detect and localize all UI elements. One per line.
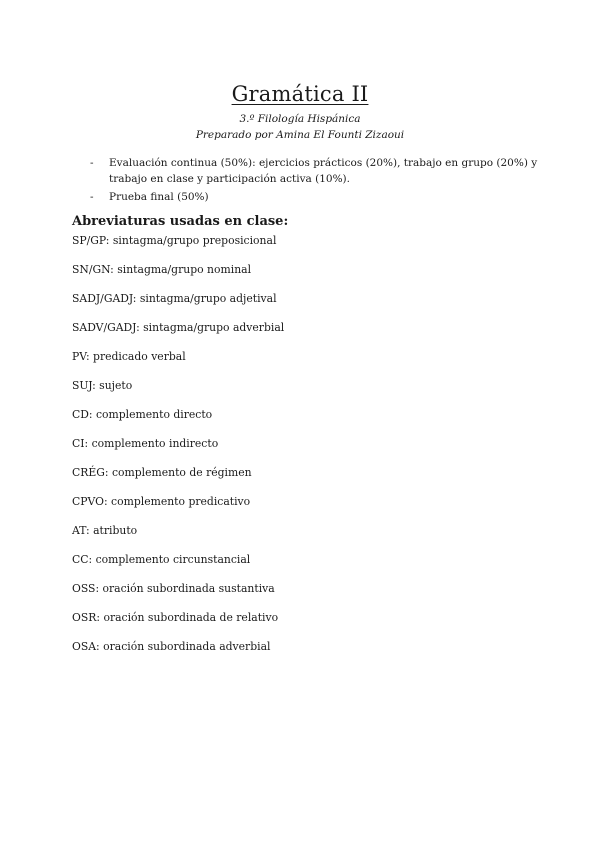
- abbreviation-item: CI: complemento indirecto: [72, 437, 219, 450]
- bullet-marker: -: [90, 157, 94, 169]
- abbreviation-item: OSA: oración subordinada adverbial: [72, 640, 271, 653]
- evaluation-item: [90, 155, 540, 187]
- abbreviation-item: SN/GN: sintagma/grupo nominal: [72, 263, 252, 276]
- abbreviations-heading: Abreviaturas usadas en clase:: [72, 214, 289, 229]
- evaluation-item: [90, 189, 540, 205]
- document-title: Gramática II: [231, 82, 369, 106]
- abbreviation-item: OSS: oración subordinada sustantiva: [72, 582, 275, 595]
- course-subtitle: 3.º Filología Hispánica: [239, 113, 361, 125]
- abbreviation-item: OSR: oración subordinada de relativo: [72, 611, 279, 624]
- evaluation-text: Evaluación continua (50%): ejercicios prácticos (20%), trabajo en grupo (20%) y trabajo en clase y participación activa (10%).: [109, 157, 538, 185]
- abbreviation-item: SADV/GADJ: sintagma/grupo adverbial: [72, 321, 285, 334]
- abbreviation-item: SUJ: sujeto: [72, 379, 133, 392]
- abbreviation-item: CPVO: complemento predicativo: [72, 495, 251, 508]
- abbreviations-list: [72, 233, 284, 668]
- abbreviation-item: CRÉG: complemento de régimen: [72, 466, 252, 479]
- abbreviation-item: CD: complemento directo: [72, 408, 213, 421]
- abbreviation-item: SP/GP: sintagma/grupo preposicional: [72, 234, 277, 247]
- evaluation-text: Prueba final (50%): [109, 191, 209, 203]
- abbreviation-item: PV: predicado verbal: [72, 350, 186, 363]
- evaluation-list: [90, 155, 540, 207]
- abbreviation-item: CC: complemento circunstancial: [72, 553, 251, 566]
- abbreviation-item: AT: atributo: [72, 524, 138, 537]
- bullet-marker: -: [90, 191, 94, 203]
- author-subtitle: Preparado por Amina El Founti Zizaoui: [195, 129, 405, 141]
- abbreviation-item: SADJ/GADJ: sintagma/grupo adjetival: [72, 292, 277, 305]
